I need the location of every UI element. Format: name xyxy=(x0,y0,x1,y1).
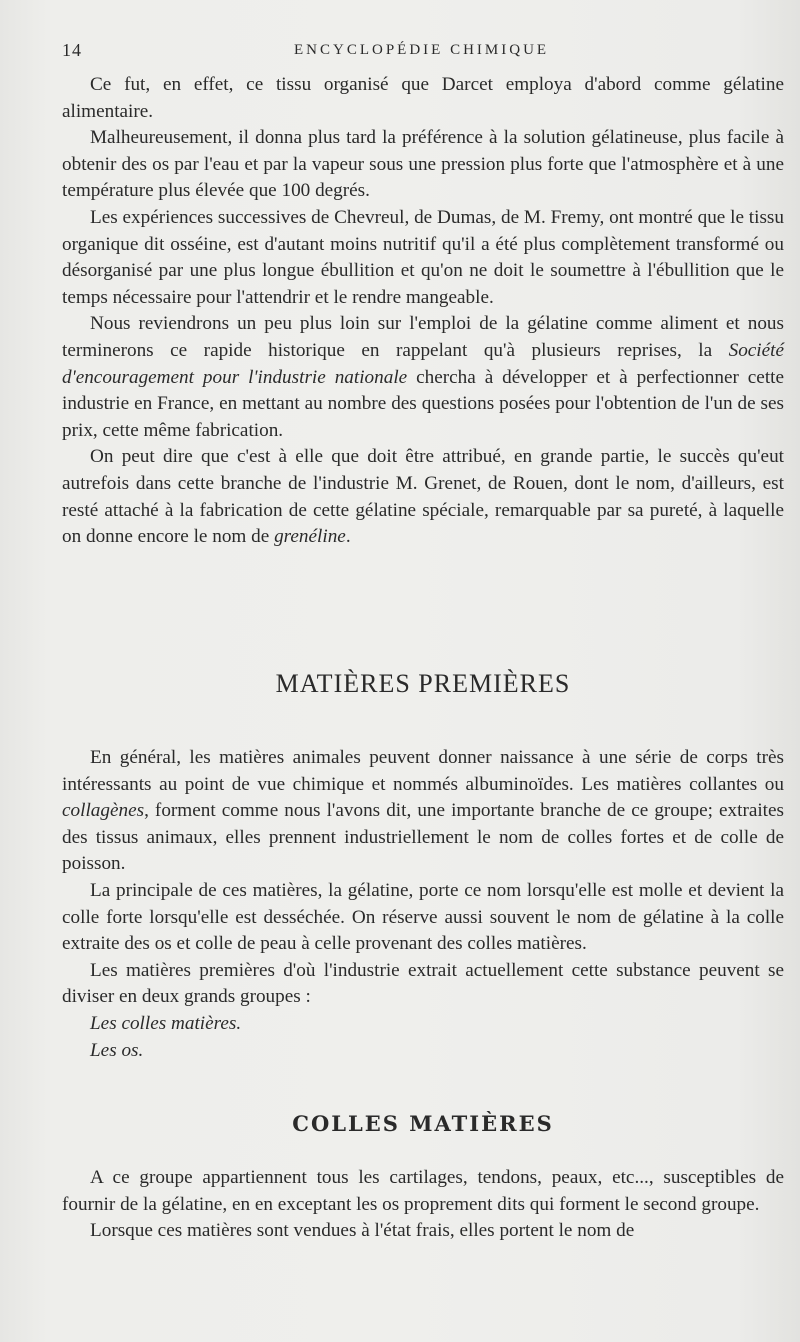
paragraph: Les matières premières d'où l'industrie extrait actuellement cette substance peuvent se diviser en deux grands groupes : xyxy=(62,959,784,1008)
running-title: ENCYCLOPÉDIE CHIMIQUE xyxy=(294,42,550,58)
list-item xyxy=(62,1011,784,1038)
running-head xyxy=(62,40,780,66)
paragraph: A ce groupe appartiennent tous les cartilages, tendons, peaux, etc..., susceptibles de fournir de la gélatine, en en exceptant les os proprement dits qui forment le second groupe. xyxy=(62,1167,784,1215)
paragraph xyxy=(62,745,784,878)
page-number: 14 xyxy=(62,40,82,60)
text-run: , forment comme nous l'avons dit, une importante branche de ce groupe; extraites des tissus animaux, elles prennent industriellement le nom de colles fortes et de colle de poisson. xyxy=(62,800,784,875)
section-heading-matieres-premieres: MATIÈRES PREMIÈRES xyxy=(275,669,571,698)
text-run: . xyxy=(345,526,351,548)
section-heading-colles-matieres: COLLES MATIÈRES xyxy=(292,1111,554,1136)
paragraph: Lorsque ces matières sont vendues à l'état frais, elles portent le nom de xyxy=(90,1220,635,1242)
italic-run: collagènes xyxy=(62,800,145,822)
paragraph xyxy=(62,444,784,550)
section2-text xyxy=(62,1165,784,1245)
text-run: Nous reviendrons un peu plus loin sur l'emploi de la gélatine comme aliment et nous terminerons ce rapide historique en rappelant qu'à plusieurs reprises, la xyxy=(62,313,784,361)
italic-run: Les os. xyxy=(90,1039,144,1061)
text-run: chercha à développer et à perfectionner cette industrie en France, en mettant au nombre des questions posées pour l'obtention de l'un de ses prix, cette même fabrication. xyxy=(62,366,784,441)
paragraph xyxy=(62,311,784,444)
paragraph: Malheureusement, il donna plus tard la préférence à la solution gélatineuse, plus facile à obtenir des os par l'eau et par la vapeur sous une pression plus forte que l'atmosphère et à une température plus élevée que 100 degrés. xyxy=(62,127,784,202)
italic-run: Société d'encouragement pour l'industrie nationale xyxy=(62,339,784,388)
paragraph: Les expériences successives de Chevreul, de Dumas, de M. Fremy, ont montré que le tissu organique dit osséine, est d'autant moins nutritif qu'il a été plus complètement transformé ou désorganisé par une plus longue ébullition et qu'on ne doit le soumettre à l'ébullition que le temps nécessaire pour l'attendrir et le rendre mangeable. xyxy=(62,206,784,308)
list-item xyxy=(62,1038,784,1065)
paragraph: Ce fut, en effet, ce tissu organisé que Darcet employa d'abord comme gélatine alimentaire. xyxy=(62,74,784,122)
text-run: En général, les matières animales peuvent donner naissance à une série de corps très intéressants au point de vue chimique et nommés albuminoïdes. Les matières collantes ou xyxy=(62,747,784,795)
italic-run: grenéline xyxy=(274,526,346,548)
section1-text xyxy=(62,745,784,1064)
text-run: On peut dire que c'est à elle que doit être attribué, en grande partie, le succès qu'eut autrefois dans cette branche de l'industrie M. Grenet, de Rouen, dont le nom, d'ailleurs, est resté attaché à la fabrication de cette gélatine spéciale, remarquable par sa pureté, à laquelle on donne encore le nom de xyxy=(62,446,784,548)
intro-text xyxy=(62,72,784,551)
italic-run: Les colles matières. xyxy=(90,1012,242,1034)
paragraph: La principale de ces matières, la gélatine, porte ce nom lorsqu'elle est molle et devient la colle forte lorsqu'elle est desséchée. On réserve aussi souvent le nom de gélatine à la colle extraite des os et colle de peau à celle provenant des colles matières. xyxy=(62,879,784,955)
